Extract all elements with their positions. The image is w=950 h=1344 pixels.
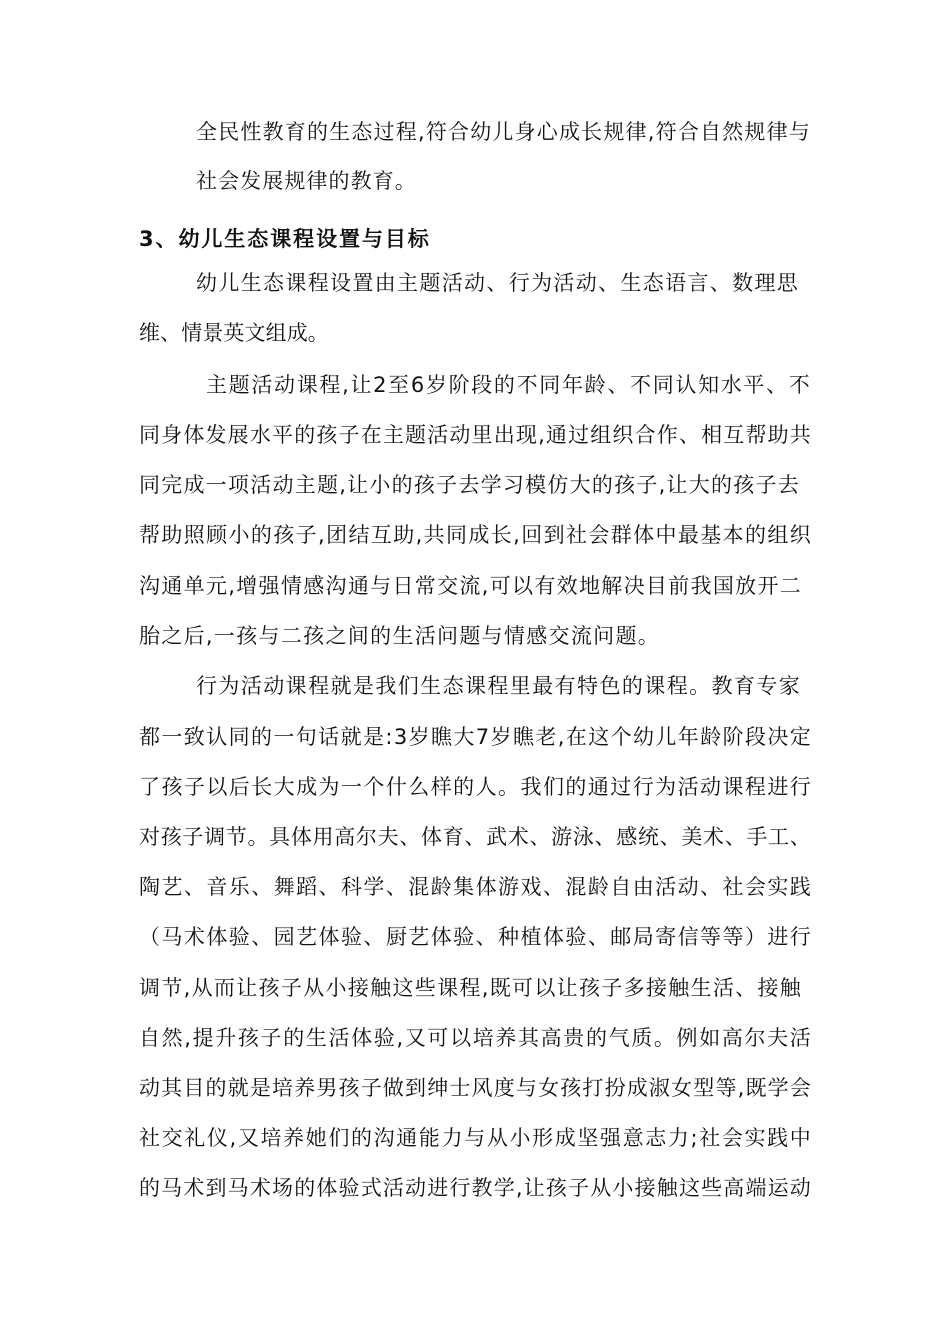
text-line: 社交礼仪,又培养她们的沟通能力与从小形成坚强意志力;社会实践中 [139,1126,813,1150]
section-heading: 3、幼儿生态课程设置与目标 [139,227,431,251]
text-line: 社会发展规律的教育。 [196,169,417,193]
text-line: 幼儿生态课程设置由主题活动、行为活动、生态语言、数理思 [196,271,800,295]
text-line: 同身体发展水平的孩子在主题活动里出现,通过组织合作、相互帮助共 [139,423,812,447]
text-line: 了孩子以后长大成为一个什么样的人。我们的通过行为活动课程进行 [139,775,813,799]
text-line: （马术体验、园艺体验、厨艺体验、种植体验、邮局寄信等等）进行 [139,925,813,949]
text-line: 行为活动课程就是我们生态课程里最有特色的课程。教育专家 [196,674,802,698]
text-line: 帮助照顾小的孩子,团结互助,共同成长,回到社会群体中最基本的组织 [139,523,813,547]
text-line: 主题活动课程,让2至6岁阶段的不同年龄、不同认知水平、不 [206,373,812,397]
text-line: 的马术到马术场的体验式活动进行教学,让孩子从小接触这些高端运动 [139,1176,812,1200]
text-line: 同完成一项活动主题,让小的孩子去学习模仿大的孩子,让大的孩子去 [139,473,801,497]
text-line: 胎之后,一孩与二孩之间的生活问题与情感交流问题。 [139,624,661,648]
text-line: 自然,提升孩子的生活体验,又可以培养其高贵的气质。例如高尔夫活 [139,1026,813,1050]
text-line: 维、情景英文组成。 [139,321,329,345]
text-line: 陶艺、音乐、舞蹈、科学、混龄集体游戏、混龄自由活动、社会实践 [139,875,813,899]
text-line: 动其目的就是培养男孩子做到绅士风度与女孩打扮成淑女型等,既学会 [139,1076,812,1100]
text-line: 都一致认同的一句话就是:3岁瞧大7岁瞧老,在这个幼儿年龄阶段决定 [139,725,813,749]
text-line: 沟通单元,增强情感沟通与日常交流,可以有效地解决目前我国放开二 [139,574,803,598]
text-line: 对孩子调节。具体用高尔夫、体育、武术、游泳、感统、美术、手工、 [139,825,812,849]
text-line: 调节,从而让孩子从小接触这些课程,既可以让孩子多接触生活、接触 [139,976,803,1000]
text-line: 全民性教育的生态过程,符合幼儿身心成长规律,符合自然规律与 [196,120,811,144]
